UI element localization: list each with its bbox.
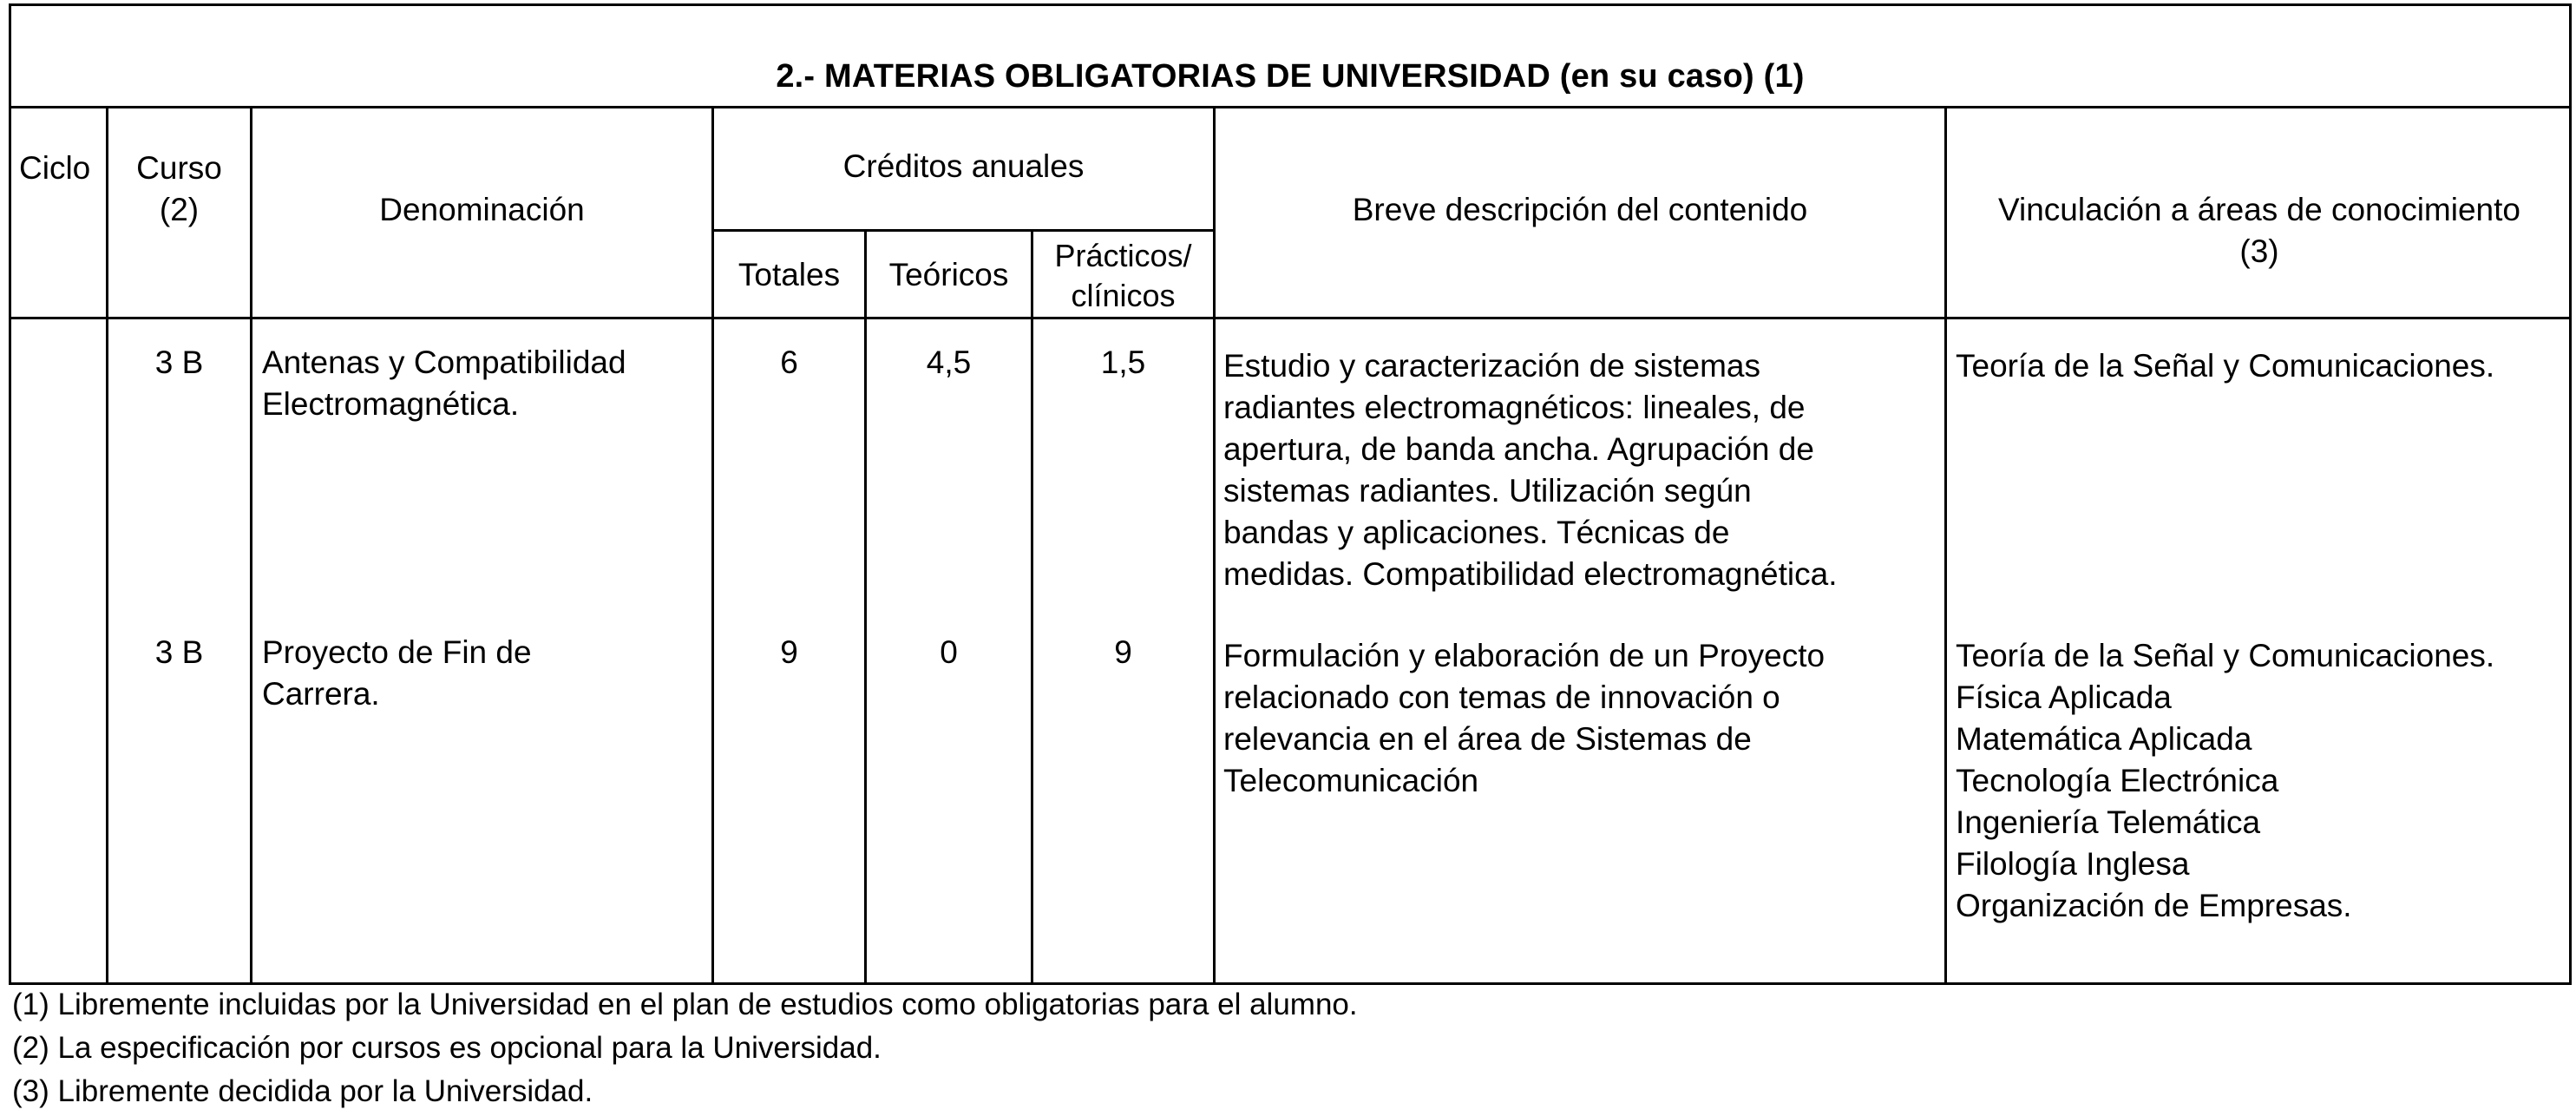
cell-descripcion-line: Telecomunicación [1223, 763, 1479, 798]
cell-descripcion-line: sistemas radiantes. Utilización según [1223, 473, 1752, 509]
header-vinculacion-line2: (3) [2239, 233, 2279, 269]
cell-vinculacion-line: Ingeniería Telemática [1956, 804, 2261, 840]
cell-vinculacion-line: Organización de Empresas. [1956, 888, 2352, 923]
creditos-subheader-line [711, 229, 1216, 232]
cell-totales: 6 [780, 345, 798, 380]
header-curso-line1: Curso [136, 150, 222, 186]
header-creditos-anuales: Créditos anuales [842, 148, 1085, 184]
col-divider-curso [250, 106, 252, 985]
col-divider-denominacion [711, 106, 714, 985]
cell-vinculacion-line: Física Aplicada [1956, 679, 2172, 715]
header-teoricos: Teóricos [888, 257, 1009, 292]
header-descripcion: Breve descripción del contenido [1352, 192, 1808, 227]
col-divider-ciclo [106, 106, 108, 985]
footnote: (1) Libremente incluidas por la Universidad en el plan de estudios como obligatorias para el alumno. [12, 988, 1358, 1021]
header-ciclo: Ciclo [19, 150, 91, 186]
cell-descripcion-line: relevancia en el área de Sistemas de [1223, 721, 1752, 757]
col-divider-practicos [1213, 106, 1216, 985]
cell-vinculacion-line: Matemática Aplicada [1956, 721, 2252, 757]
cell-descripcion-line: medidas. Compatibilidad electromagnética. [1223, 556, 1838, 592]
cell-denominacion-line: Carrera. [262, 676, 380, 712]
cell-teoricos: 4,5 [926, 345, 972, 380]
cell-denominacion-line: Proyecto de Fin de [262, 634, 532, 670]
cell-practicos: 9 [1114, 634, 1132, 670]
header-bottom-line [9, 317, 2572, 319]
header-practicos-line1: Prácticos/ [1054, 238, 1192, 273]
cell-vinculacion-line: Tecnología Electrónica [1956, 763, 2279, 798]
cell-vinculacion-line: Teoría de la Señal y Comunicaciones. [1956, 348, 2495, 384]
header-practicos-line2: clínicos [1071, 278, 1176, 313]
cell-curso: 3 B [154, 345, 204, 380]
cell-teoricos: 0 [940, 634, 958, 670]
cell-vinculacion-line: Teoría de la Señal y Comunicaciones. [1956, 638, 2495, 673]
cell-descripcion-line: Estudio y caracterización de sistemas [1223, 348, 1760, 384]
footnote: (2) La especificación por cursos es opcional para la Universidad. [12, 1031, 882, 1065]
cell-descripcion-line: apertura, de banda ancha. Agrupación de [1223, 431, 1814, 467]
title-box [9, 3, 2572, 106]
header-denominacion: Denominación [379, 192, 585, 227]
cell-totales: 9 [780, 634, 798, 670]
cell-curso: 3 B [154, 634, 204, 670]
cell-denominacion-line: Electromagnética. [262, 386, 520, 422]
cell-practicos: 1,5 [1100, 345, 1146, 380]
cell-descripcion-line: Formulación y elaboración de un Proyecto [1223, 638, 1825, 673]
cell-descripcion-line: radiantes electromagnéticos: lineales, de [1223, 390, 1806, 425]
header-vinculacion-line1: Vinculación a áreas de conocimiento [1998, 192, 2520, 227]
footnote: (3) Libremente decidida por la Universidad. [12, 1074, 593, 1108]
header-curso-line2: (2) [159, 192, 200, 227]
table-title: 2.- MATERIAS OBLIGATORIAS DE UNIVERSIDAD (en su caso) (1) [776, 58, 1805, 95]
cell-vinculacion-line: Filología Inglesa [1956, 846, 2190, 882]
header-totales: Totales [737, 257, 841, 292]
cell-descripcion-line: relacionado con temas de innovación o [1223, 679, 1780, 715]
cell-descripcion-line: bandas y aplicaciones. Técnicas de [1223, 515, 1730, 550]
cell-denominacion-line: Antenas y Compatibilidad [262, 345, 626, 380]
